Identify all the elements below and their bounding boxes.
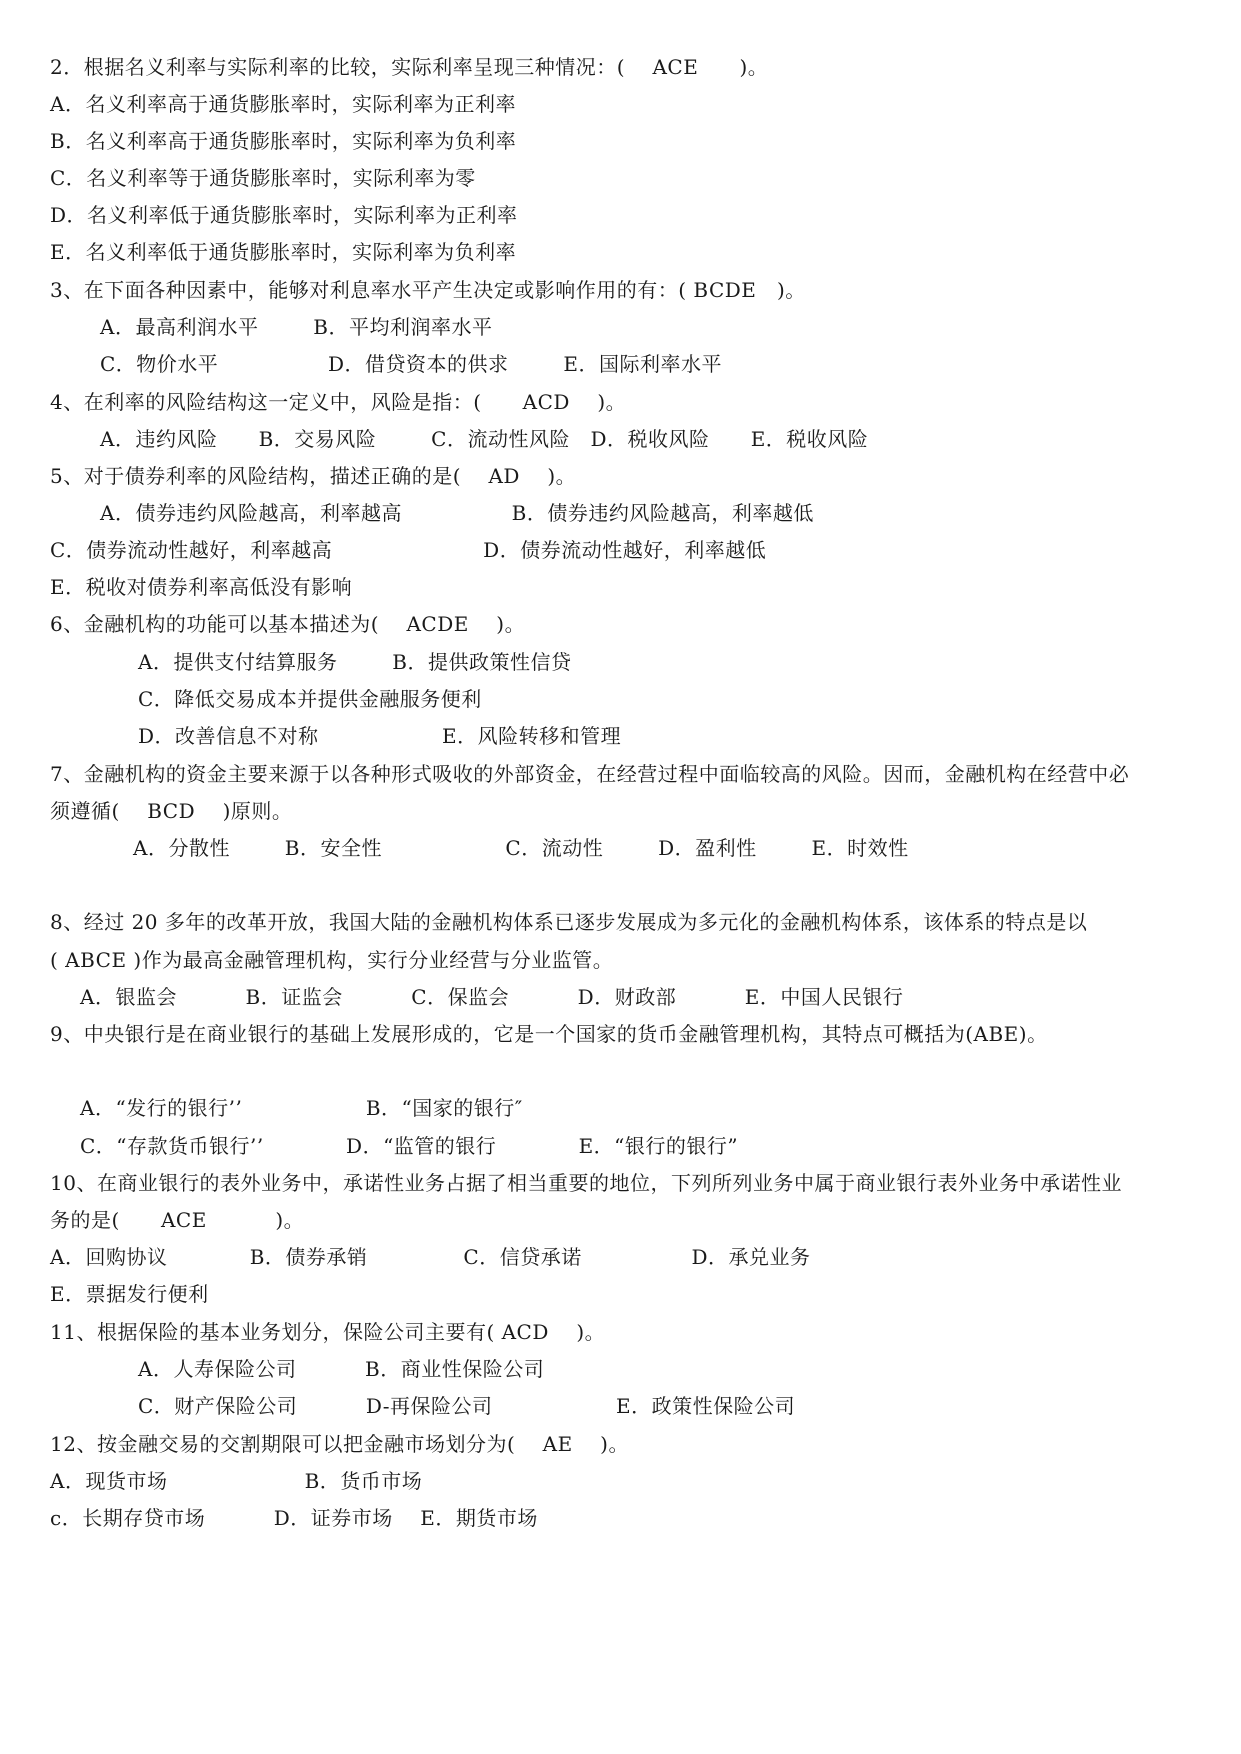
line-9: C．物价水平 D．借贷资本的供求 E．国际利率水平 — [100, 352, 723, 376]
line-14: C．债券流动性越好，利率越高 D．债券流动性越好，利率越低 — [50, 538, 767, 562]
line-26: 9、中央银行是在商业银行的基础上发展形成的，它是一个国家的货币金融管理机构，其特点可概括为(ABE)。 — [50, 1022, 1048, 1046]
line-13: A．债券违约风险越高，利率越高 B．债券违约风险越高，利率越低 — [100, 501, 814, 525]
line-1: 2．根据名义利率与实际利率的比较，实际利率呈现三种情况：( ACE )。 — [50, 55, 769, 79]
line-38: c．长期存贷市场 D．证券市场 E．期货市场 — [50, 1506, 538, 1530]
line-5: D．名义利率低于通货膨胀率时，实际利率为正利率 — [50, 203, 518, 227]
line-18: C．降低交易成本并提供金融服务便利 — [138, 687, 482, 711]
line-34: A．人寿保险公司 B．商业性保险公司 — [138, 1357, 545, 1381]
line-16: 6、金融机构的功能可以基本描述为( ACDE )。 — [50, 612, 526, 636]
line-22: A．分散性 B．安全性 C．流动性 D．盈利性 E．时效性 — [133, 836, 909, 860]
line-8: A．最高利润水平 B．平均利润率水平 — [100, 315, 493, 339]
line-11: A．违约风险 B．交易风险 C．流动性风险 D．税收风险 E．税收风险 — [100, 427, 869, 451]
line-17: A．提供支付结算服务 B．提供政策性信贷 — [138, 650, 572, 674]
line-10: 4、在利率的风险结构这一定义中，风险是指：( ACD )。 — [50, 390, 627, 414]
line-12: 5、对于债券利率的风险结构，描述正确的是( AD )。 — [50, 464, 577, 488]
line-6: E．名义利率低于通货膨胀率时，实际利率为负利率 — [50, 240, 517, 264]
line-37: A．现货市场 B．货币市场 — [50, 1469, 423, 1493]
line-36: 12、按金融交易的交割期限可以把金融市场划分为( AE )。 — [50, 1432, 629, 1456]
line-24: ( ABCE )作为最高金融管理机构，实行分业经营与分业监管。 — [50, 948, 614, 972]
line-4: C．名义利率等于通货膨胀率时，实际利率为零 — [50, 166, 476, 190]
line-28: C．“存款货币银行’’ D．“监管的银行 E．“银行的银行” — [80, 1134, 739, 1158]
line-27: A．“发行的银行’’ B．“国家的银行″ — [80, 1096, 523, 1120]
line-3: B．名义利率高于通货膨胀率时，实际利率为负利率 — [50, 129, 517, 153]
line-30: 务的是( ACE )。 — [50, 1208, 305, 1232]
line-31: A．回购协议 B．债券承销 C．信贷承诺 D．承兑业务 — [50, 1245, 811, 1269]
line-32: E．票据发行便利 — [50, 1282, 209, 1306]
line-15: E．税收对债券利率高低没有影响 — [50, 575, 353, 599]
line-20: 7、金融机构的资金主要来源于以各种形式吸收的外部资金，在经营过程中面临较高的风险。因而，金融机构在经营中必 — [50, 762, 1130, 786]
line-19: D．改善信息不对称 E．风险转移和管理 — [138, 724, 622, 748]
line-33: 11、根据保险的基本业务划分，保险公司主要有( ACD )。 — [50, 1320, 606, 1344]
line-29: 10、在商业银行的表外业务中，承诺性业务占据了相当重要的地位，下列所列业务中属于商业银行表外业务中承诺性业 — [50, 1171, 1122, 1195]
line-21: 须遵循( BCD )原则。 — [50, 799, 293, 823]
line-23: 8、经过 20 多年的改革开放，我国大陆的金融机构体系已逐步发展成为多元化的金融机构体系，该体系的特点是以 — [50, 910, 1088, 934]
line-2: A．名义利率高于通货膨胀率时，实际利率为正利率 — [50, 92, 516, 116]
line-25: A．银监会 B．证监会 C．保监会 D．财政部 E．中国人民银行 — [80, 985, 904, 1009]
line-35: C．财产保险公司 D-再保险公司 E．政策性保险公司 — [138, 1394, 796, 1418]
line-7: 3、在下面各种因素中，能够对利息率水平产生决定或影响作用的有：( BCDE )。 — [50, 278, 806, 302]
